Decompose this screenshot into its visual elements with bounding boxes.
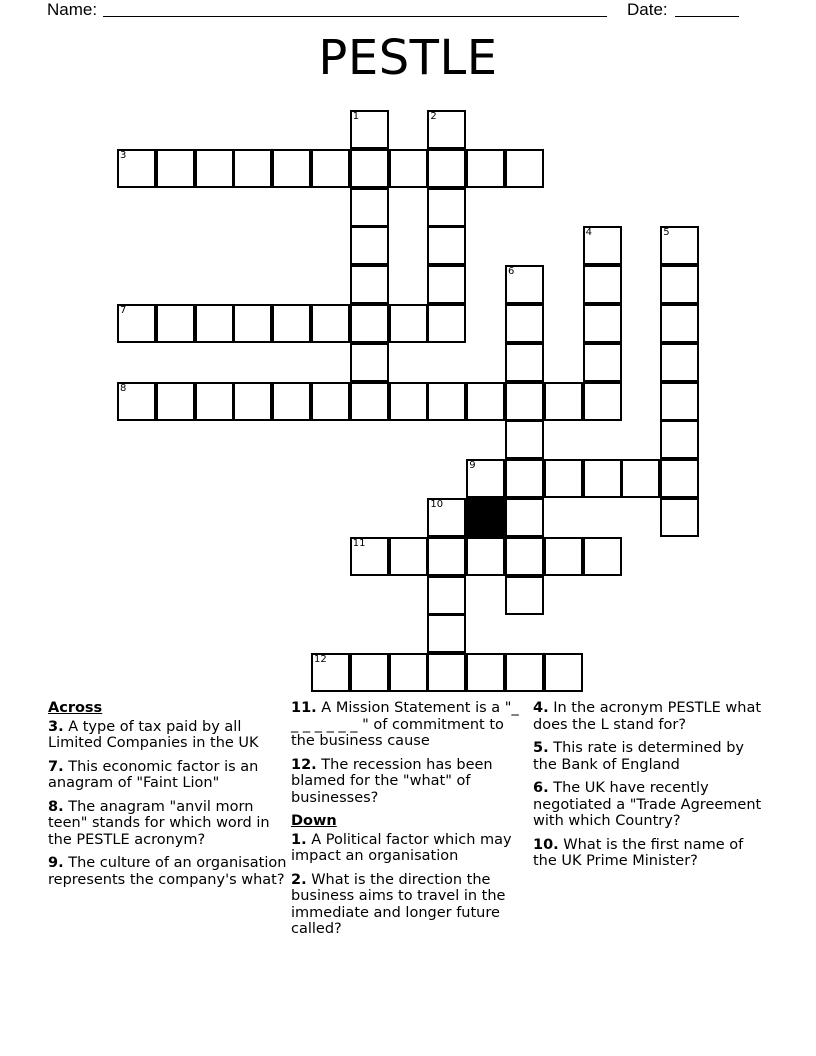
crossword-cell[interactable]: [311, 304, 350, 343]
clue-text: The UK have recently negotiated a "Trade Agreement with which Country?: [533, 780, 762, 829]
crossword-cell[interactable]: [583, 537, 622, 576]
crossword-cell[interactable]: [466, 537, 505, 576]
crossword-cell[interactable]: [117, 382, 156, 421]
crossword-cell[interactable]: [350, 110, 389, 149]
clue-number: 7: [120, 305, 127, 316]
clue-number: 2: [430, 111, 437, 122]
crossword-cell[interactable]: [505, 498, 544, 537]
crossword-cell[interactable]: [583, 459, 622, 498]
clue-number: 2.: [291, 871, 307, 888]
crossword-cell[interactable]: [505, 576, 544, 615]
crossword-cell[interactable]: [505, 537, 544, 576]
clue: [533, 780, 768, 830]
clue-number: 4: [585, 227, 592, 239]
crossword-cell[interactable]: [350, 537, 389, 576]
clue: [533, 740, 768, 773]
crossword-cell[interactable]: [117, 304, 156, 343]
crossword-cell[interactable]: [505, 343, 544, 382]
clue-number: 1.: [291, 831, 307, 848]
crossword-cell[interactable]: [389, 653, 428, 692]
crossword-cell[interactable]: [350, 149, 389, 188]
clue-text: This economic factor is an anagram of "Faint Lion": [48, 758, 259, 791]
crossword-cell[interactable]: [156, 304, 195, 343]
crossword-cell[interactable]: [544, 653, 583, 692]
clue-number: 10.: [533, 836, 559, 853]
clue-text: The anagram "anvil morn teen" stands for which word in the PESTLE acronym?: [48, 798, 270, 848]
crossword-cell[interactable]: [350, 382, 389, 421]
crossword-cell[interactable]: [427, 188, 466, 227]
crossword-cell[interactable]: [156, 382, 195, 421]
clue: [48, 759, 288, 792]
clue-number: 7.: [48, 758, 64, 775]
name-label: Name:: [47, 0, 98, 19]
crossword-cell[interactable]: [350, 188, 389, 227]
crossword-cell[interactable]: [350, 653, 389, 692]
clue-column-1: [48, 700, 288, 895]
clue-column-2: [291, 700, 529, 945]
crossword-cell[interactable]: [427, 382, 466, 421]
clue: [533, 700, 768, 733]
clue-number: 9.: [48, 855, 64, 871]
crossword-cell[interactable]: [117, 149, 156, 188]
crossword-cell[interactable]: [466, 382, 505, 421]
clue-text: A type of tax paid by all Limited Companies in the UK: [48, 718, 259, 751]
crossword-cell[interactable]: [427, 304, 466, 343]
crossword-cell[interactable]: [544, 537, 583, 576]
crossword-cell[interactable]: [583, 226, 622, 265]
crossword-cell[interactable]: [389, 304, 428, 343]
crossword-cell[interactable]: [311, 382, 350, 421]
crossword-cell[interactable]: [583, 304, 622, 343]
page-title: PESTLE: [318, 30, 498, 86]
crossword-cell[interactable]: [621, 459, 660, 498]
crossword-cell[interactable]: [466, 459, 505, 498]
crossword-cell[interactable]: [233, 304, 272, 343]
down-heading: Down: [291, 813, 337, 829]
clue-column-3: [533, 700, 768, 877]
crossword-cell[interactable]: [195, 149, 234, 188]
crossword-cell[interactable]: [272, 304, 311, 343]
crossword-cell[interactable]: [389, 382, 428, 421]
clue-number: 8.: [48, 798, 64, 815]
crossword-cell[interactable]: [350, 226, 389, 265]
crossword-cell[interactable]: [505, 265, 544, 304]
crossword-cell[interactable]: [350, 343, 389, 382]
crossword-cell[interactable]: [505, 653, 544, 692]
crossword-cell[interactable]: [660, 459, 699, 498]
crossword-cell[interactable]: [427, 614, 466, 653]
clue: [48, 799, 288, 849]
clue: [291, 832, 529, 865]
crossword-cell[interactable]: [272, 149, 311, 188]
clue-number: 3.: [48, 718, 64, 735]
clue-text: The recession has been blamed for the "what" of businesses?: [291, 756, 493, 806]
crossword-cell[interactable]: [389, 149, 428, 188]
crossword-cell[interactable]: [195, 382, 234, 421]
crossword-cell[interactable]: [505, 149, 544, 188]
crossword-cell[interactable]: [311, 149, 350, 188]
clue-number: 12.: [291, 756, 317, 773]
crossword-cell[interactable]: [660, 420, 699, 459]
clue-number: 3: [120, 149, 127, 161]
crossword-cell[interactable]: [233, 149, 272, 188]
clue-number: 1: [352, 111, 360, 122]
crossword-cell[interactable]: [350, 265, 389, 304]
crossword-cell[interactable]: [427, 149, 466, 188]
clue-text: This rate is determined by the Bank of England: [533, 740, 745, 773]
crossword-cell[interactable]: [427, 226, 466, 265]
clue-number: 10: [430, 499, 444, 510]
clue-number: 12: [314, 654, 327, 666]
clue-number: 4.: [533, 700, 549, 716]
clue-text: The culture of an organisation represents the company's what?: [48, 855, 287, 888]
crossword-cell[interactable]: [660, 343, 699, 382]
crossword-cell[interactable]: [505, 420, 544, 459]
clue-number: 11.: [291, 700, 317, 716]
crossword-cell[interactable]: [427, 576, 466, 615]
crossword-cell[interactable]: [427, 653, 466, 692]
clue-number: 11: [352, 537, 366, 549]
clue-number: 8: [120, 382, 127, 394]
crossword-cell[interactable]: [427, 537, 466, 576]
clue-text: A Mission Statement is a "_ _ _ _ _ _ _ " of commitment to the business cause: [291, 700, 519, 749]
crossword-cell[interactable]: [427, 265, 466, 304]
crossword-cell[interactable]: [660, 382, 699, 421]
crossword-cell[interactable]: [156, 149, 195, 188]
crossword-cell[interactable]: [195, 304, 234, 343]
crossword-cell[interactable]: [660, 265, 699, 304]
crossword-cell[interactable]: [350, 304, 389, 343]
clue-text: What is the direction the business aims to travel in the immediate and longer future called?: [291, 871, 506, 937]
crossword-cell[interactable]: [583, 343, 622, 382]
crossword-cell[interactable]: [544, 382, 583, 421]
clue-text: In the acronym PESTLE what does the L stand for?: [533, 700, 762, 733]
clue-number: 5.: [533, 740, 549, 756]
crossword-cell[interactable]: [660, 498, 699, 537]
crossword-block: [466, 498, 505, 537]
crossword-cell[interactable]: [505, 304, 544, 343]
crossword-cell[interactable]: [583, 265, 622, 304]
crossword-cell[interactable]: [544, 459, 583, 498]
crossword-cell[interactable]: [311, 653, 350, 692]
clue: [291, 700, 529, 750]
clue-number: 6: [508, 266, 515, 278]
crossword-cell[interactable]: [466, 149, 505, 188]
date-label: Date:: [627, 0, 668, 19]
clue: [291, 757, 529, 807]
crossword-cell[interactable]: [272, 382, 311, 421]
clue-number: 9: [469, 460, 476, 472]
crossword-cell[interactable]: [660, 226, 699, 265]
clue-text: What is the first name of the UK Prime Minister?: [533, 836, 744, 869]
across-heading: Across: [48, 700, 103, 716]
crossword-cell[interactable]: [583, 382, 622, 421]
crossword-cell[interactable]: [427, 498, 466, 537]
crossword-cell[interactable]: [389, 537, 428, 576]
clue: [533, 837, 768, 870]
clue-number: 5: [663, 227, 670, 239]
clue-text: A Political factor which may impact an organisation: [291, 831, 512, 864]
crossword-cell[interactable]: [233, 382, 272, 421]
crossword-cell[interactable]: [505, 459, 544, 498]
clue: [291, 872, 529, 938]
clue-number: 6.: [533, 780, 549, 796]
crossword-cell[interactable]: [505, 382, 544, 421]
clue: [48, 719, 288, 752]
crossword-cell[interactable]: [660, 304, 699, 343]
clue: [48, 855, 288, 888]
crossword-cell[interactable]: [427, 110, 466, 149]
crossword-cell[interactable]: [466, 653, 505, 692]
